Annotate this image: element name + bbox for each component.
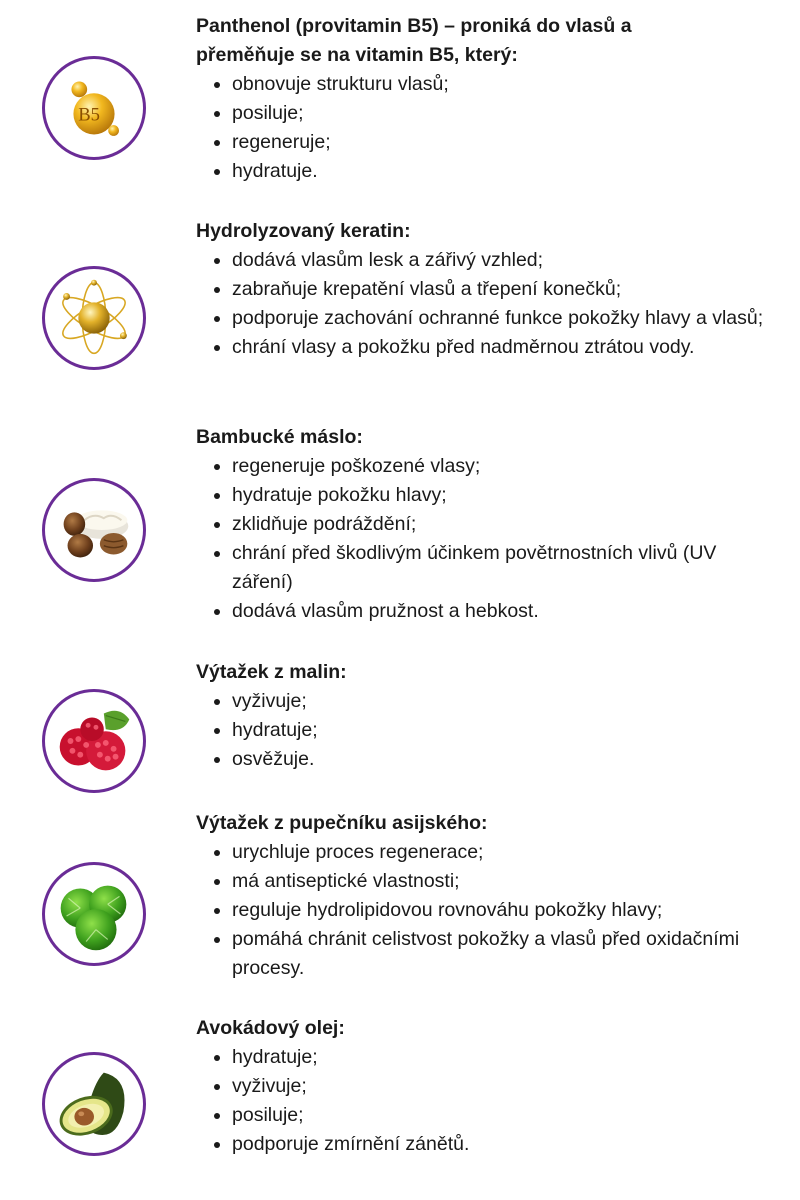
ingredient-title: Výtažek z malin: — [196, 661, 347, 683]
list-item: hydratuje pokožku hlavy; — [232, 481, 776, 510]
list-item: chrání vlasy a pokožku před nadměrnou ztrátou vody. — [232, 333, 776, 362]
benefit-list — [196, 70, 776, 186]
list-item: chrání před škodlivým účinkem povětrnostních vlivů (UV záření) — [232, 539, 776, 597]
list-item: pomáhá chránit celistvost pokožky a vlasů před oxidačními procesy. — [232, 925, 776, 983]
list-item: posiluje; — [232, 1101, 776, 1130]
ingredient-image-frame — [42, 266, 146, 370]
list-item: hydratuje; — [232, 1043, 776, 1072]
benefit-list — [196, 452, 776, 626]
list-item: zabraňuje krepatění vlasů a třepení konečků; — [232, 275, 776, 304]
list-item: dodává vlasům lesk a zářivý vzhled; — [232, 246, 776, 275]
list-item: vyživuje; — [232, 1072, 776, 1101]
list-item: vyživuje; — [232, 687, 776, 716]
ingredient-title: Hydrolyzovaný keratin: — [196, 220, 411, 242]
list-item: podporuje zmírnění zánětů. — [232, 1130, 776, 1159]
list-item: má antiseptické vlastnosti; — [232, 867, 776, 896]
b5-label: B5 — [78, 104, 100, 126]
ingredient-image-frame — [42, 56, 146, 160]
ingredient-title: Výtažek z pupečníku asijského: — [196, 812, 488, 834]
benefit-list — [196, 1043, 776, 1159]
ingredient-title: Avokádový olej: — [196, 1017, 345, 1039]
list-item: hydratuje. — [232, 157, 776, 186]
benefit-list — [196, 246, 776, 362]
list-item: regeneruje; — [232, 128, 776, 157]
list-item: zklidňuje podráždění; — [232, 510, 776, 539]
list-item: reguluje hydrolipidovou rovnováhu pokožky hlavy; — [232, 896, 776, 925]
ingredient-image-frame — [42, 478, 146, 582]
keratin-atom-icon — [45, 269, 143, 367]
ingredient-image-frame — [42, 862, 146, 966]
ingredient-image-frame — [42, 1052, 146, 1156]
avocado-icon — [45, 1055, 143, 1153]
ingredient-image-frame — [42, 689, 146, 793]
list-item: dodává vlasům pružnost a hebkost. — [232, 597, 776, 626]
list-item: obnovuje strukturu vlasů; — [232, 70, 776, 99]
ingredient-title: Bambucké máslo: — [196, 426, 363, 448]
vitamin-b5-capsule-icon — [45, 59, 143, 157]
list-item: osvěžuje. — [232, 745, 776, 774]
list-item: regeneruje poškozené vlasy; — [232, 452, 776, 481]
raspberry-icon — [45, 692, 143, 790]
list-item: hydratuje; — [232, 716, 776, 745]
list-item: urychluje proces regenerace; — [232, 838, 776, 867]
centella-leaf-icon — [45, 865, 143, 963]
list-item: posiluje; — [232, 99, 776, 128]
list-item: podporuje zachování ochranné funkce pokožky hlavy a vlasů; — [232, 304, 776, 333]
shea-butter-icon — [45, 481, 143, 579]
benefit-list — [196, 838, 776, 983]
benefit-list — [196, 687, 776, 774]
ingredient-title: Panthenol (provitamin B5) – proniká do vlasů a přeměňuje se na vitamin B5, který: — [196, 15, 632, 66]
